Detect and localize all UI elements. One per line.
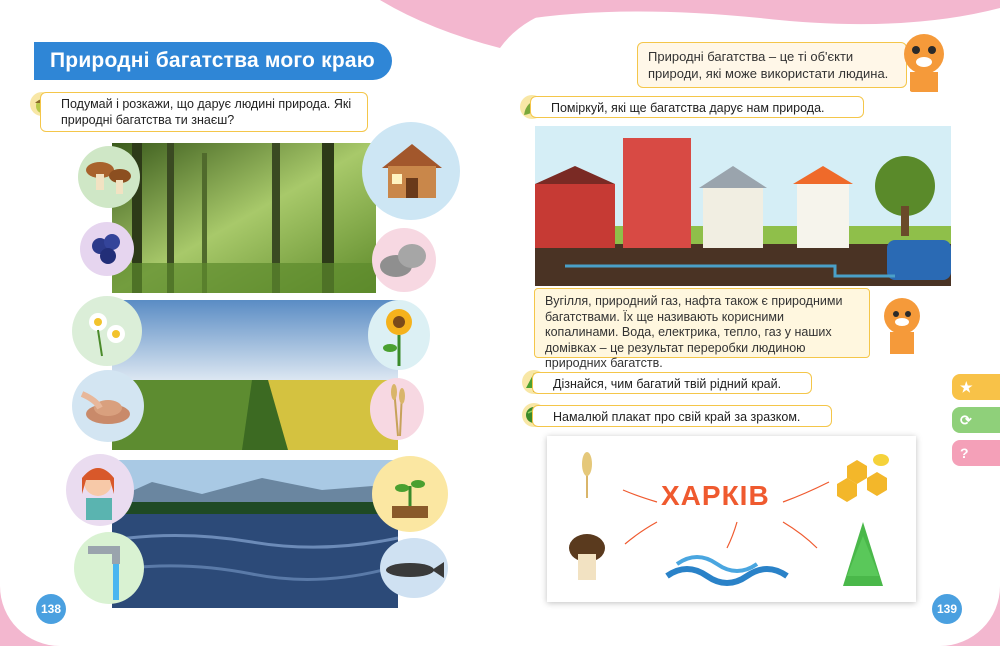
tiger-mascot-icon (894, 26, 960, 96)
page-title: Природні багатства мого краю (34, 42, 392, 80)
field-photo (112, 300, 398, 450)
sunflower-icon (368, 300, 430, 370)
river-photo (112, 460, 398, 608)
fir-tree-icon (843, 522, 883, 586)
mushrooms-icon (78, 146, 140, 208)
definition-box: Природні багатства – це ті об'єкти природи, які може використати людина. (637, 42, 907, 88)
city-illustration (535, 126, 951, 286)
honeycomb-bee-icon (837, 454, 889, 502)
wheat-icon (370, 378, 424, 440)
repeat-button[interactable]: ⟳ (952, 407, 1000, 433)
task-draw-box: Намалюй плакат про свій край за зразком. (532, 405, 832, 427)
wheat-icon (582, 452, 592, 498)
chamomile-icon (72, 296, 142, 366)
girl-drinking-icon (66, 454, 134, 526)
stones-icon (372, 228, 436, 292)
page-number: 139 (932, 594, 962, 624)
question-box: Подумай і розкажи, що дарує людині природа. Які природні багатства ти знаєш? (40, 92, 368, 132)
page-number: 138 (36, 594, 66, 624)
info-box: Вугілля, природний газ, нафта також є природними багатствами. Їх ще називають корисними копалинами. Вода, електрика, тепло, газ у наших домівках – це результат переробки людиною природних багатств. (534, 288, 870, 358)
task-learn-box: Дізнайся, чим багатий твій рідний край. (532, 372, 812, 394)
wooden-house-icon (362, 122, 460, 220)
star-button[interactable]: ★ (952, 374, 1000, 400)
water-tap-icon (74, 532, 144, 604)
mushroom-icon (569, 534, 605, 580)
task-think-box: Поміркуй, які ще багатства дарує нам природа. (530, 96, 864, 118)
forest-photo (112, 143, 376, 293)
poster-title: ХАРКІВ (661, 480, 770, 511)
fish-icon (380, 538, 448, 598)
water-waves-icon (667, 557, 787, 583)
question-button[interactable]: ? (952, 440, 1000, 466)
blueberries-icon (80, 222, 134, 276)
tiger-mascot-icon (872, 290, 932, 360)
sample-poster (547, 436, 916, 602)
pottery-icon (72, 370, 144, 442)
watering-seedling-icon (372, 456, 448, 532)
